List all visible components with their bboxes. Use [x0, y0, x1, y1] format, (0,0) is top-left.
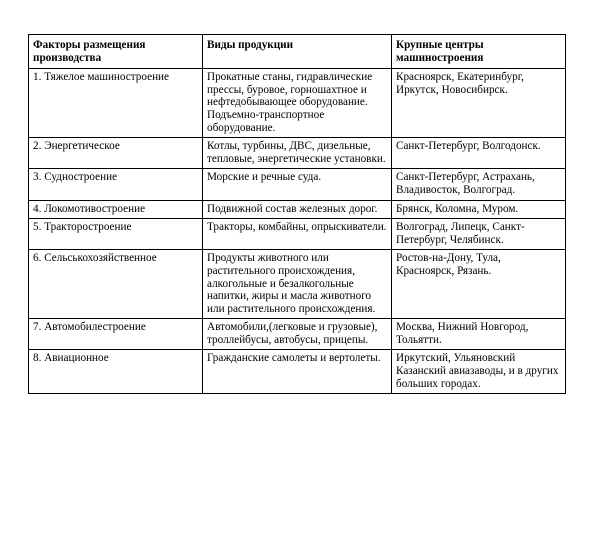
- table-row: [29, 69, 566, 138]
- row-centers: Брянск, Коломна, Муром.: [392, 200, 566, 219]
- header-products: Виды продукции: [203, 35, 392, 69]
- table-row: [29, 219, 566, 250]
- row-factor: 2. Энергетическое: [29, 138, 203, 169]
- row-products: Котлы, турбины, ДВС, дизельные, тепловые, энергетические установки.: [203, 138, 392, 169]
- row-factor: 1. Тяжелое машиностроение: [29, 69, 203, 138]
- row-products: Продукты животного или растительного происхождения, алкогольные и безалкогольные напитки, жиры и масла животного или растительного происхождения.: [203, 250, 392, 319]
- row-factor: 3. Судностроение: [29, 169, 203, 200]
- table-row: [29, 138, 566, 169]
- table-row: [29, 319, 566, 350]
- row-centers: Москва, Нижний Новгород, Тольятти.: [392, 319, 566, 350]
- header-row: [29, 35, 566, 69]
- table-body: [29, 69, 566, 394]
- table-row: [29, 250, 566, 319]
- row-products: Прокатные станы, гидравлические прессы, буровое, горношахтное и нефтедобывающее оборудование. Подъемно-транспортное оборудование.: [203, 69, 392, 138]
- row-products: Тракторы, комбайны, опрыскиватели.: [203, 219, 392, 250]
- row-products: Морские и речные суда.: [203, 169, 392, 200]
- row-centers: Красноярск, Екатеринбург, Иркутск, Новосибирск.: [392, 69, 566, 138]
- row-products: Гражданские самолеты и вертолеты.: [203, 350, 392, 394]
- header-centers: Крупные центры машиностроения: [392, 35, 566, 69]
- row-centers: Санкт-Петербург, Астрахань, Владивосток, Волгоград.: [392, 169, 566, 200]
- table-row: [29, 169, 566, 200]
- table-row: [29, 350, 566, 394]
- row-factor: 5. Тракторостроение: [29, 219, 203, 250]
- row-factor: 6. Сельськохозяйственное: [29, 250, 203, 319]
- machine-building-table: [28, 34, 566, 394]
- header-factors: Факторы размещения производства: [29, 35, 203, 69]
- row-centers: Санкт-Петербург, Волгодонск.: [392, 138, 566, 169]
- row-products: Автомобили,(легковые и грузовые), троллейбусы, автобусы, прицепы.: [203, 319, 392, 350]
- row-factor: 4. Локомотивостроение: [29, 200, 203, 219]
- row-factor: 8. Авиационное: [29, 350, 203, 394]
- row-centers: Волгоград, Липецк, Санкт-Петербург, Челябинск.: [392, 219, 566, 250]
- row-factor: 7. Автомобилестроение: [29, 319, 203, 350]
- table-header: [29, 35, 566, 69]
- row-centers: Иркутский, Ульяновский Казанский авиазаводы, и в других больших городах.: [392, 350, 566, 394]
- row-products: Подвижной состав железных дорог.: [203, 200, 392, 219]
- row-centers: Ростов-на-Дону, Тула, Красноярск, Рязань.: [392, 250, 566, 319]
- table-row: [29, 200, 566, 219]
